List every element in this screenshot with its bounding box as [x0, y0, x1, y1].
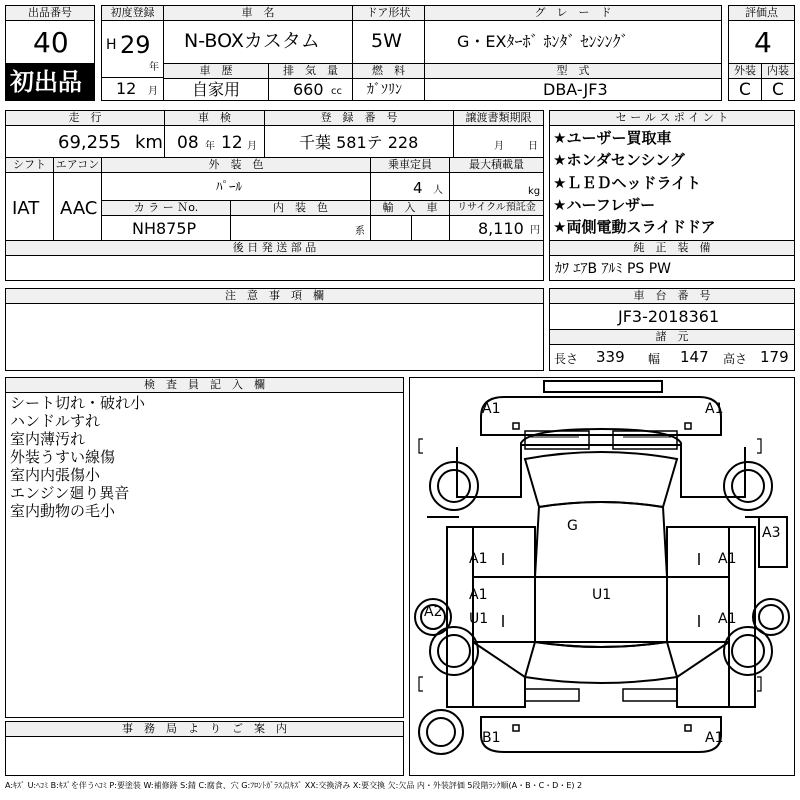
reg-no-value: 千葉 581テ 228: [299, 133, 419, 152]
equipment-cell: [549, 255, 795, 281]
transfer-deadline-cell: [453, 125, 544, 158]
year-unit: 年: [149, 62, 159, 73]
ext-score-label: 外装: [728, 63, 762, 79]
door-value: 5W: [371, 30, 402, 52]
displacement-cell: [268, 78, 353, 101]
interior-color-cell: [230, 215, 371, 241]
import-cell-b: [411, 215, 450, 241]
width-label: 幅: [648, 352, 661, 366]
specs-cell: [549, 344, 795, 371]
import-label: 輸 入 車: [370, 200, 450, 216]
equipment-value: ｶﾜ ｴｱB ｱﾙﾐ PS PW: [555, 261, 672, 277]
score-cell: [728, 20, 795, 64]
shift-label: シフト: [5, 157, 54, 173]
sales-point-item: ★両側電動スライドドア: [553, 218, 716, 236]
recycle-cell: [449, 215, 544, 241]
transfer-day-unit: 日: [528, 141, 538, 152]
transfer-month-unit: 月: [494, 141, 504, 152]
model-type-cell: [424, 78, 722, 101]
inspector-line: シート切れ・破れ小: [10, 394, 146, 412]
mark-left-rear-door-u: U1: [469, 611, 489, 627]
inspection-year-unit: 年: [205, 141, 215, 152]
displacement-unit: cc: [331, 86, 342, 97]
inspector-line: 室内薄汚れ: [10, 430, 86, 448]
inspection-cell: [164, 125, 265, 158]
height-value: 179: [760, 348, 789, 366]
inspection-label: 車 検: [164, 110, 265, 126]
mark-front-left: A1: [482, 401, 501, 417]
ext-score-cell: [728, 78, 762, 101]
fuel-value: ｶﾞｿﾘﾝ: [367, 82, 402, 98]
mark-left-rear-door-a: A1: [469, 587, 488, 603]
capacity-unit: 人: [433, 185, 443, 196]
mark-rear-left: B1: [482, 730, 501, 746]
notes-label: 注 意 事 項 欄: [5, 288, 544, 304]
reg-no-cell: [264, 125, 454, 158]
first-reg-year: 29: [120, 31, 151, 59]
mark-left-front-door: A1: [469, 551, 488, 567]
sales-point-item: ★ユーザー買取車: [553, 129, 672, 147]
exterior-color-cell: [101, 172, 371, 201]
first-listing-text: 初出品: [10, 68, 82, 96]
aircon-value: AAC: [60, 198, 98, 219]
mark-right-rear-fender: A3: [762, 525, 781, 541]
shift-value: IAT: [12, 198, 40, 219]
chassis-cell: [549, 303, 795, 330]
mileage-unit: km: [135, 132, 163, 153]
grade-value: G・EXﾀｰﾎﾞ ﾎﾝﾀﾞ ｾﾝｼﾝｸﾞ: [457, 32, 629, 51]
score-label: 評価点: [728, 5, 795, 21]
height-label: 高さ: [723, 352, 748, 366]
specs-label: 諸 元: [549, 329, 795, 345]
inspector-line: 室内動物の毛小: [10, 502, 116, 520]
model-type-value: DBA-JF3: [543, 80, 608, 99]
capacity-value: 4: [413, 179, 423, 197]
aircon-label: エアコン: [53, 157, 102, 173]
recycle-value: 8,110: [478, 219, 524, 238]
car-name-cell: [163, 20, 353, 64]
car-name: N-BOXカスタム: [184, 30, 320, 52]
mark-right-front-door: A1: [718, 551, 737, 567]
equipment-label: 純 正 装 備: [549, 240, 795, 256]
capacity-label: 乗車定員: [370, 157, 450, 173]
length-value: 339: [596, 348, 625, 366]
door-cell: [352, 20, 425, 64]
length-label: 長さ: [554, 352, 579, 366]
office-box: [5, 736, 404, 776]
int-score-value: C: [772, 80, 784, 100]
sales-point-item: ★ホンダセンシング: [553, 151, 685, 169]
recycle-label: リサイクル預託金: [449, 200, 544, 216]
mark-left-rear-fender: A2: [424, 604, 443, 620]
inspection-year: 08: [177, 133, 199, 153]
max-load-cell: [449, 172, 544, 201]
sales-point-item: ★ＬＥＤヘッドライト: [553, 174, 701, 192]
grade-label: グ レ ー ド: [424, 5, 722, 21]
first-reg-month-cell: [101, 77, 164, 101]
fuel-cell: [352, 78, 425, 101]
int-score-label: 内装: [761, 63, 795, 79]
mileage-label: 走 行: [5, 110, 165, 126]
lot-number: 40: [33, 26, 69, 59]
car-diagram: [409, 377, 795, 776]
mileage-value: 69,255: [58, 132, 121, 153]
model-type-label: 型 式: [424, 63, 722, 79]
interior-color-label: 内 装 色: [230, 200, 371, 216]
history-label: 車 歴: [163, 63, 269, 79]
width-value: 147: [680, 348, 709, 366]
int-score-cell: [761, 78, 795, 101]
mark-roof: U1: [592, 587, 612, 603]
inspector-line: 外装うすい線傷: [10, 448, 116, 466]
inspector-line: 室内内張傷小: [10, 466, 101, 484]
chassis-label: 車 台 番 号: [549, 288, 795, 304]
reg-no-label: 登 録 番 号: [264, 110, 454, 126]
score-value: 4: [754, 26, 772, 59]
max-load-unit: kg: [528, 186, 541, 197]
office-label: 事 務 局 よ り ご 案 内: [5, 721, 404, 737]
door-label: ドア形状: [352, 5, 425, 21]
first-reg-year-cell: [101, 20, 164, 78]
aircon-cell: [53, 172, 102, 241]
exterior-color-value: ﾊﾟｰﾙ: [216, 180, 242, 195]
car-name-label: 車 名: [163, 5, 353, 21]
chassis-value: JF3-2018361: [618, 307, 720, 326]
recycle-unit: 円: [530, 225, 540, 236]
mark-rear-right: A1: [705, 730, 724, 746]
history-cell: [163, 78, 269, 101]
import-cell-a: [370, 215, 412, 241]
grade-cell: [424, 20, 722, 64]
exterior-color-label: 外 装 色: [101, 157, 371, 173]
notes-box: [5, 303, 544, 371]
mark-windshield: G: [567, 518, 578, 534]
sales-points-label: セ ー ル ス ポ イ ン ト: [549, 110, 795, 126]
inspection-month-unit: 月: [247, 141, 257, 152]
color-no-value: NH875P: [132, 219, 197, 238]
first-listing-badge: [5, 63, 95, 101]
color-no-cell: [101, 215, 231, 241]
lot-number-cell: [5, 20, 95, 64]
lot-label: 出品番号: [5, 5, 95, 21]
mark-front-right: A1: [705, 401, 724, 417]
color-no-label: カ ラ ー Ｎo.: [101, 200, 231, 216]
later-parts-label: 後 日 発 送 部 品: [5, 240, 544, 256]
displacement-label: 排 気 量: [268, 63, 353, 79]
inspection-month: 12: [221, 133, 243, 153]
later-parts-box: [5, 255, 544, 281]
transfer-deadline-label: 譲渡書類期限: [453, 110, 544, 126]
first-reg-label: 初度登録: [101, 5, 164, 21]
max-load-label: 最大積載量: [449, 157, 544, 173]
interior-color-unit: 系: [355, 226, 365, 237]
ext-score-value: C: [739, 80, 751, 100]
mileage-cell: [5, 125, 165, 158]
mark-right-rear-door: A1: [718, 611, 737, 627]
legend-footer: A:ｷｽﾞ U:ﾍｺﾐ B:ｷｽﾞを伴うﾍｺﾐ P:要塗装 W:補修跡 S:錆 C:腐食、穴 G:ﾌﾛﾝﾄｶﾞﾗｽ点ｷｽﾞ XX:交換済み X:要交換 欠:欠品 内・外装評価 5段階ﾗﾝｸ順(A・B・C・D・E) 2: [5, 781, 583, 790]
fuel-label: 燃 料: [352, 63, 425, 79]
inspector-line: エンジン廻り異音: [10, 484, 130, 502]
first-reg-month: 12: [116, 79, 137, 98]
month-unit: 月: [148, 86, 158, 97]
displacement-value: 660: [293, 80, 324, 99]
sales-point-item: ★ハーフレザー: [553, 196, 656, 214]
inspector-label: 検 査 員 記 入 欄: [5, 377, 404, 393]
inspector-line: ハンドルすれ: [10, 412, 101, 430]
history-value: 自家用: [192, 80, 241, 99]
capacity-cell: [370, 172, 450, 201]
era-letter: H: [106, 37, 117, 53]
shift-cell: [5, 172, 54, 241]
